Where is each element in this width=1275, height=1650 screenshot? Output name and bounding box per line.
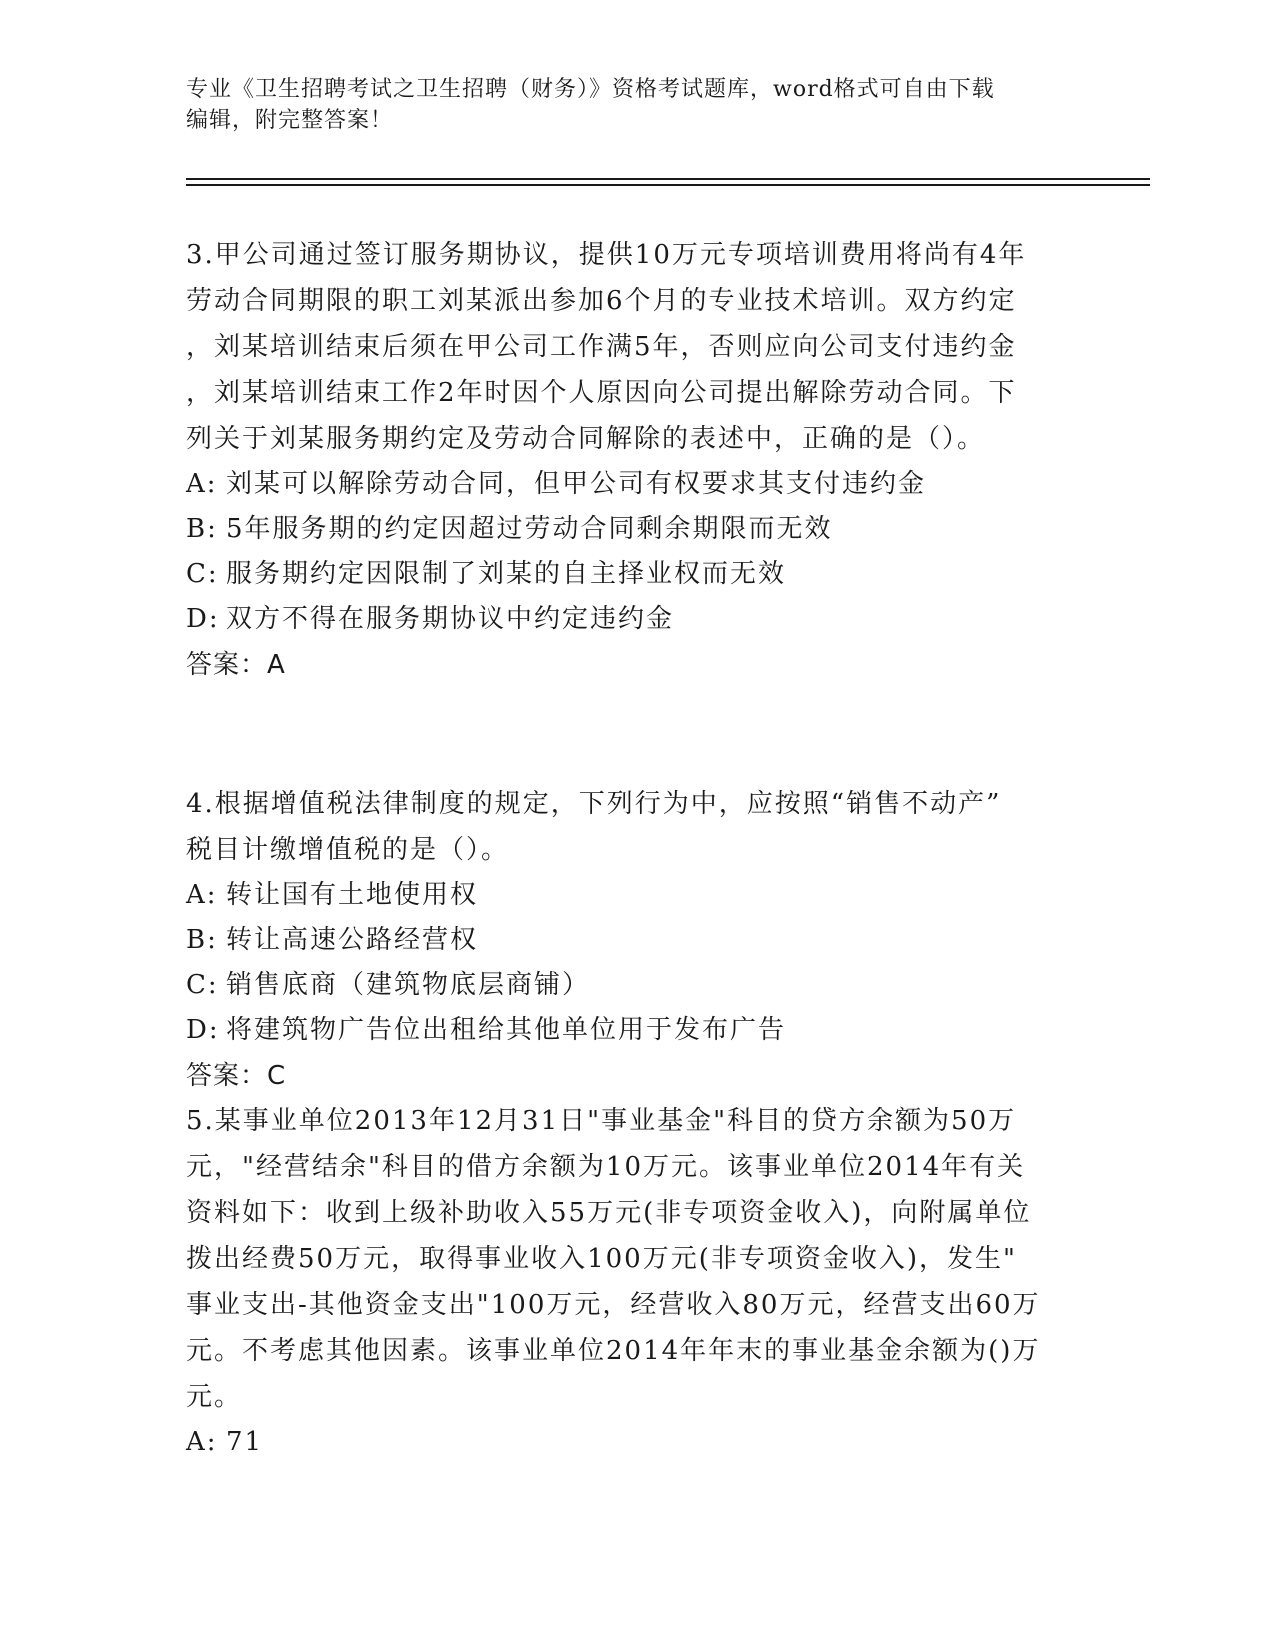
option-key: C:	[186, 970, 219, 1000]
option-a	[186, 873, 1086, 918]
question-text	[186, 1098, 1086, 1420]
option-text: 5年服务期的约定因超过劳动合同剩余期限而无效	[226, 514, 833, 544]
header-divider-top	[186, 178, 1150, 180]
option-a	[186, 1420, 1086, 1465]
answer-line: 答案：A	[186, 650, 286, 680]
option-d	[186, 597, 1086, 642]
option-a	[186, 462, 1086, 507]
option-d	[186, 1008, 1086, 1053]
question-text	[186, 232, 1086, 462]
question-line: ，刘某培训结束工作2年时因个人原因向公司提出解除劳动合同。下	[186, 378, 1017, 408]
question-line: ，刘某培训结束后须在甲公司工作满5年，否则应向公司支付违约金	[186, 332, 1017, 362]
option-key: D:	[186, 1015, 220, 1045]
question-line: 4.根据增值税法律制度的规定，下列行为中，应按照“销售不动产”	[186, 789, 1002, 819]
option-c	[186, 963, 1086, 1008]
option-b	[186, 507, 1086, 552]
question-line: 列关于刘某服务期约定及劳动合同解除的表述中，正确的是（）。	[186, 424, 986, 454]
option-text: 71	[226, 1427, 264, 1457]
option-key: C:	[186, 559, 219, 589]
option-text: 服务期约定因限制了刘某的自主择业权而无效	[226, 559, 787, 589]
option-c	[186, 552, 1086, 597]
option-text: 双方不得在服务期协议中约定违约金	[226, 604, 675, 634]
option-text: 将建筑物广告位出租给其他单位用于发布广告	[226, 1015, 787, 1045]
option-key: B:	[186, 925, 218, 955]
question-line: 税目计缴增值税的是（）。	[186, 835, 510, 865]
question-line: 5.某事业单位2013年12月31日"事业基金"科目的贷方余额为50万	[186, 1106, 1017, 1136]
question-text	[186, 781, 1086, 873]
question-5	[186, 1098, 1086, 1465]
option-text: 转让国有土地使用权	[226, 880, 479, 910]
header-divider-bottom	[186, 184, 1150, 186]
question-line: 劳动合同期限的职工刘某派出参加6个月的专业技术培训。双方约定	[186, 286, 1017, 316]
header-line-2: 编辑，附完整答案！	[186, 108, 394, 133]
answer-line: 答案：C	[186, 1061, 287, 1091]
option-key: A:	[186, 469, 218, 499]
document-header	[186, 74, 1066, 136]
question-line: 事业支出-其他资金支出"100万元，经营收入80万元，经营支出60万	[186, 1290, 1041, 1320]
option-key: D:	[186, 604, 220, 634]
question-line: 元。不考虑其他因素。该事业单位2014年年末的事业基金余额为()万	[186, 1336, 1041, 1366]
question-3	[186, 232, 1086, 688]
option-text: 销售底商（建筑物底层商铺）	[226, 970, 591, 1000]
option-text: 转让高速公路经营权	[226, 925, 479, 955]
option-b	[186, 918, 1086, 963]
question-line: 资料如下：收到上级补助收入55万元(非专项资金收入)，向附属单位	[186, 1198, 1032, 1228]
question-line: 元。	[186, 1382, 243, 1412]
option-text: 刘某可以解除劳动合同，但甲公司有权要求其支付违约金	[226, 469, 927, 499]
question-line: 3.甲公司通过签订服务期协议，提供10万元专项培训费用将尚有4年	[186, 240, 1027, 270]
question-line: 拨出经费50万元，取得事业收入100万元(非专项资金收入)，发生"	[186, 1244, 1017, 1274]
question-4	[186, 781, 1086, 1099]
question-line: 元，"经营结余"科目的借方余额为10万元。该事业单位2014年有关	[186, 1152, 1026, 1182]
option-key: A:	[186, 880, 218, 910]
header-line-1: 专业《卫生招聘考试之卫生招聘（财务）》资格考试题库，word格式可自由下载	[186, 77, 995, 102]
option-key: B:	[186, 514, 218, 544]
option-key: A:	[186, 1427, 218, 1457]
